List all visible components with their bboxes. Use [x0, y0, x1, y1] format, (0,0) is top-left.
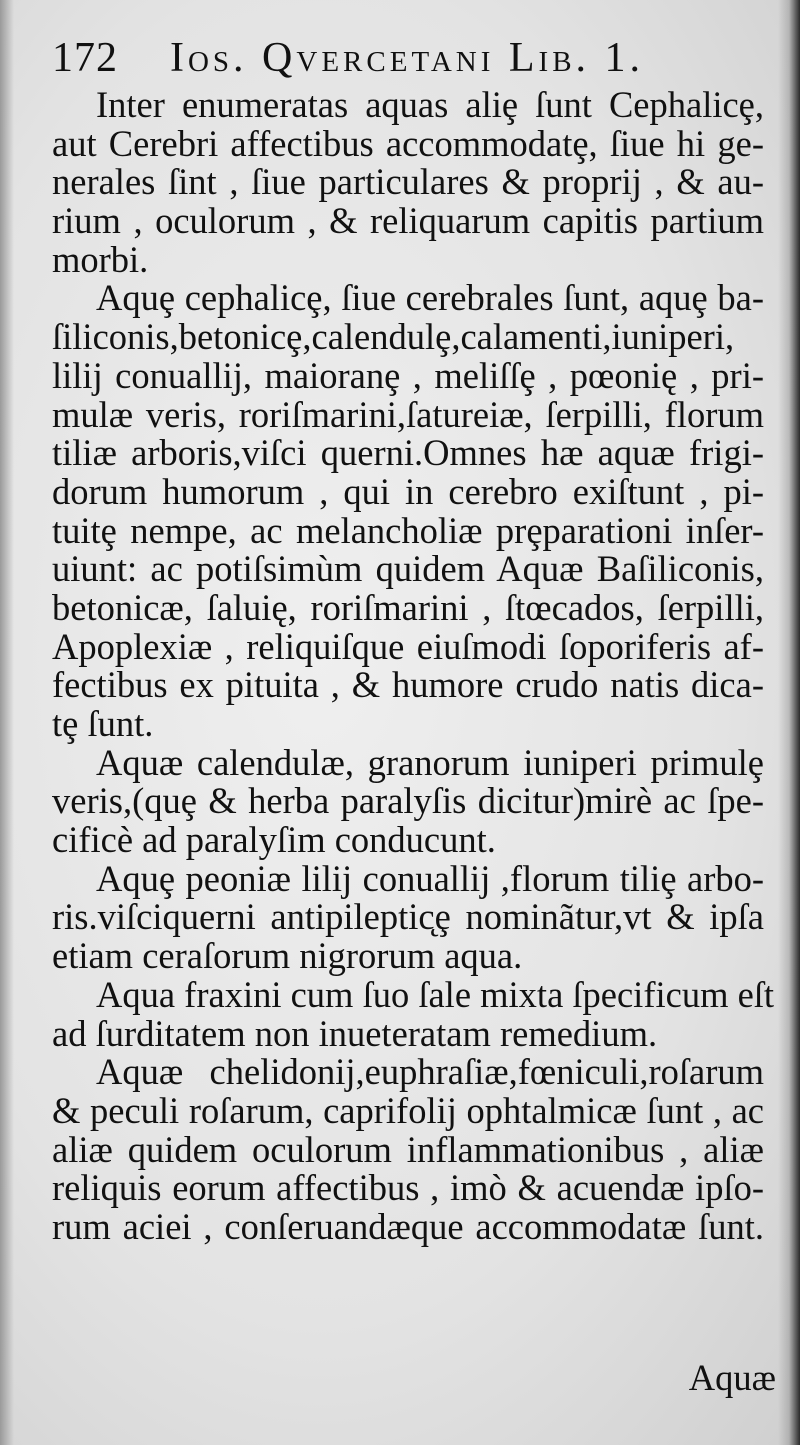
- text-line: Aqua fraxini cum ſuo ſale mixta ſpecificum eſt: [96, 973, 775, 1015]
- paragraph-6: [52, 1053, 764, 1246]
- text-line: Inter enumeratas aquas aliȩ ſunt Cephalicȩ,: [96, 84, 764, 125]
- text-line: tiliæ arboris,viſci querni.Omnes hæ aquæ frigi-: [52, 432, 764, 474]
- text-line: fectibus ex pituita , & humore crudo natis dica-: [52, 664, 764, 706]
- text-line: Apoplexiæ , reliquiſque eiuſmodi ſoporiferis af-: [52, 625, 764, 667]
- catchword: Aquæ: [688, 1357, 776, 1398]
- text-line: tuitȩ nempe, ac melancholiæ prȩparationi inſer-: [52, 509, 764, 551]
- text-line: mulæ veris, roriſmarini,ſatureiæ, ſerpilli, florum: [52, 393, 764, 435]
- text-line: tȩ ſunt.: [52, 703, 154, 744]
- text-line: cificè ad paralyſim conducunt.: [52, 819, 496, 861]
- text-line: lilij conuallij, maioranȩ , meliſſȩ , pœonię , pri-: [52, 354, 764, 396]
- text-line: aut Cerebri affectibus accommodatȩ, ſiue hi ge-: [52, 122, 764, 164]
- paragraph-1: [52, 86, 764, 279]
- body-text: [52, 84, 775, 1247]
- text-line: Aquæ calendulæ, granorum iuniperi primulȩ: [96, 741, 764, 783]
- text-line: rum aciei , conſeruandæque accommodatæ ſunt.: [52, 1205, 764, 1247]
- paragraph-3: [52, 741, 764, 861]
- text-line: Aquȩ peoniæ lilij conuallij ,florum tiliȩ arbo-: [96, 857, 764, 899]
- page-left-shadow: [0, 0, 14, 1445]
- text-line: ad ſurditatem non inueteratam remedium.: [52, 1012, 658, 1054]
- text-line: ſiliconis,betonicȩ,calendulȩ,calamenti,iuniperi,: [52, 316, 735, 358]
- text-line: Aquȩ cephalicȩ, ſiue cerebrales ſunt, aquȩ ba-: [96, 277, 764, 319]
- text-line: rium , oculorum , & reliquarum capitis partium: [52, 200, 764, 242]
- text-line: betonicæ, ſaluię, roriſmarini , ſtœcados, ſerpilli,: [52, 586, 764, 628]
- text-line: dorum humorum , qui in cerebro exiſtunt , pi-: [52, 470, 764, 512]
- paragraph-5: [52, 973, 775, 1054]
- page-number: 172: [52, 35, 118, 81]
- text-line: Aquæ chelidonij,euphraſiæ,fœniculi,roſarum: [96, 1051, 764, 1093]
- text-line: morbi.: [52, 238, 149, 280]
- text-line: & peculi roſarum, caprifolij ophtalmicæ ſunt , ac: [52, 1089, 764, 1131]
- text-line: nerales ſint , ſiue particulares & proprij , & au-: [52, 161, 764, 203]
- text-line: uiunt: ac potiſsimùm quidem Aquæ Baſiliconis,: [52, 548, 764, 590]
- text-line: ris.viſciquerni antipileptic̨ȩ nominãtur,vt & ipſa: [52, 896, 764, 938]
- text-line: veris,(quȩ & herba paralyſis dicitur)mirè ac ſpe-: [52, 780, 764, 822]
- text-line: etiam ceraſorum nigrorum aqua.: [52, 935, 523, 977]
- running-head: Ios. Qvercetani Lib. 1.: [170, 35, 645, 81]
- text-line: reliquis eorum affectibus , imò & acuendæ ipſo-: [52, 1167, 764, 1209]
- text-line: aliæ quidem oculorum inflammationibus , aliæ: [52, 1128, 764, 1170]
- page-right-shadow: [778, 0, 800, 1445]
- paragraph-2: [52, 279, 764, 743]
- page-header: [52, 34, 692, 90]
- paragraph-4: [52, 857, 764, 977]
